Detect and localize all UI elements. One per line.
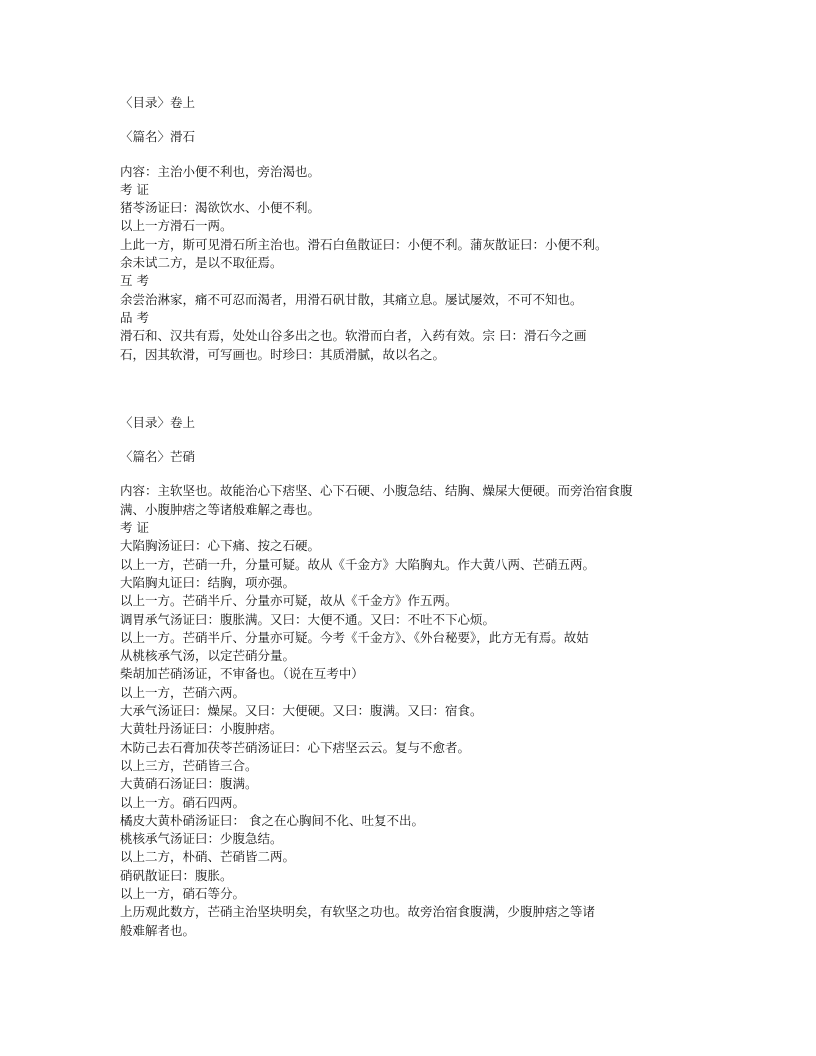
text-line: 大黄硝石汤证曰：腹满。 — [120, 776, 258, 792]
text-line: 大陷胸丸证曰：结胸，项亦强。 — [120, 574, 296, 590]
text-line: 柴胡加芒硝汤证，不审备也。（说在互考中） — [120, 666, 364, 682]
text-line: 以上一方，芒硝六两。 — [120, 684, 246, 700]
text-line: 大承气汤证曰：燥屎。又曰：大便硬。又曰：腹满。又曰：宿食。 — [120, 703, 483, 719]
text-line: 以上一方。芒硝半斤、分量亦可疑，故从《千金方》作五两。 — [120, 593, 458, 609]
section-heading: 考 证 — [120, 520, 149, 536]
entry-mangxiao — [120, 414, 700, 940]
text-line: 以上三方，芒硝皆三合。 — [120, 757, 258, 773]
document-page — [120, 94, 700, 940]
text-line: 般难解者也。 — [120, 922, 196, 938]
text-line: 上历观此数方，芒硝主治坚块明矣，有软坚之功也。故旁治宿食腹满，少腹肿痞之等诸 — [120, 904, 596, 920]
text-line: 以上一方滑石一两。 — [120, 218, 233, 234]
catalog-heading: 〈目录〉卷上 — [120, 414, 196, 430]
text-line: 大黄牡丹汤证曰：小腹肿痞。 — [120, 721, 283, 737]
text-line: 大陷胸汤证曰：心下痛、按之石硬。 — [120, 538, 321, 554]
text-line: 以上一方，硝石等分。 — [120, 885, 246, 901]
entry-body — [120, 482, 700, 939]
text-line: 满、小腹肿痞之等诸般难解之毒也。 — [120, 501, 321, 517]
text-line: 内容：主治小便不利也，旁治渴也。 — [120, 163, 321, 179]
entry-body — [120, 163, 700, 364]
text-line: 木防己去石膏加茯苓芒硝汤证曰：心下痞坚云云。复与不愈者。 — [120, 739, 471, 755]
text-line: 石，因其软滑，可写画也。时珍曰：其质滑腻，故以名之。 — [120, 346, 446, 362]
text-line: 猪苓汤证曰：渴欲饮水、小便不利。 — [120, 200, 321, 216]
text-line: 硝矾散证曰：腹胀。 — [120, 867, 233, 883]
text-line: 上此一方，斯可见滑石所主治也。滑石白鱼散证曰：小便不利。蒲灰散证曰：小便不利。 — [120, 236, 608, 252]
text-line: 以上一方，芒硝一升，分量可疑。故从《千金方》大陷胸丸。作大黄八两、芒硝五两。 — [120, 556, 596, 572]
text-line: 余尝治淋家，痛不可忍而渴者，用滑石矾甘散，其痛立息。屡试屡效，不可不知也。 — [120, 291, 583, 307]
section-heading: 考 证 — [120, 181, 149, 197]
text-line: 以上一方。硝石四两。 — [120, 794, 246, 810]
section-heading: 品 考 — [120, 309, 149, 325]
text-line: 余未试二方，是以不取征焉。 — [120, 255, 283, 271]
catalog-heading: 〈目录〉卷上 — [120, 95, 196, 110]
text-line: 内容：主软坚也。故能治心下痞坚、心下石硬、小腹急结、结胸、燥屎大便硬。而旁治宿食腹 — [120, 483, 633, 499]
chapter-title: 〈篇名〉芒硝 — [120, 449, 196, 465]
text-line: 以上一方。芒硝半斤、分量亦可疑。今考《千金方》、《外台秘要》，此方无有焉。故姑 — [120, 629, 589, 645]
entry-huashi — [120, 94, 700, 364]
text-line: 滑石和、汉共有焉，处处山谷多出之也。软滑而白者，入药有效。宗 曰：滑石今之画 — [120, 328, 587, 344]
text-line: 从桃核承气汤，以定芒硝分量。 — [120, 648, 296, 664]
text-line: 橘皮大黄朴硝汤证曰： 食之在心胸间不化、吐复不出。 — [120, 812, 424, 828]
text-line: 以上二方，朴硝、芒硝皆二两。 — [120, 849, 296, 865]
text-line: 调胃承气汤证曰：腹胀满。又曰：大便不通。又曰：不吐不下心烦。 — [120, 611, 496, 627]
chapter-title: 〈篇名〉滑石 — [120, 129, 196, 145]
section-heading: 互 考 — [120, 273, 149, 289]
text-line: 桃核承气汤证曰：少腹急结。 — [120, 831, 283, 847]
